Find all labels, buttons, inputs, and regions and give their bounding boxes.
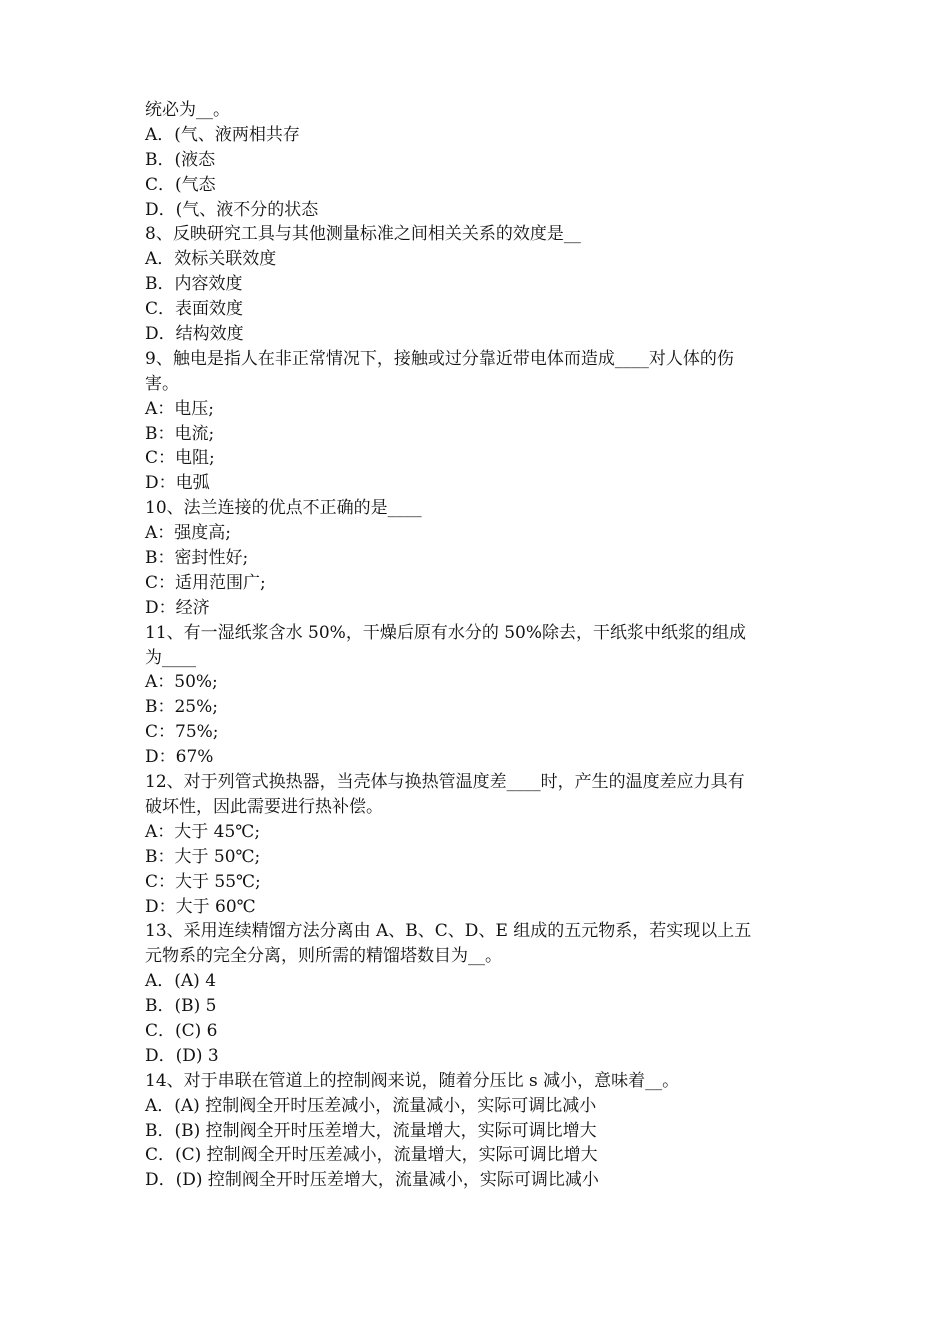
question-9-continued: 害。: [145, 373, 179, 394]
option-line: A：电压;: [145, 398, 215, 419]
option-line: B．(B) 5: [145, 996, 217, 1017]
option-line: D．(气、液不分的状态: [145, 199, 319, 220]
option-line: D：经济: [145, 597, 210, 618]
question-13-continued: 元物系的完全分离，则所需的精馏塔数目为__。: [145, 946, 502, 967]
question-14: 14、对于串联在管道上的控制阀来说，随着分压比 s 减小，意味着__。: [145, 1070, 680, 1091]
option-line: B：密封性好;: [145, 548, 249, 569]
option-line: B：电流;: [145, 423, 215, 444]
option-line: C．表面效度: [145, 299, 244, 320]
option-line: C：适用范围广;: [145, 572, 266, 593]
option-line: C：75%;: [145, 722, 219, 743]
question-9: 9、触电是指人在非正常情况下，接触或过分靠近带电体而造成____对人体的伤: [145, 348, 734, 369]
option-line: D．结构效度: [145, 324, 244, 345]
question-11-continued: 为____: [145, 647, 196, 668]
option-line: A．(A) 4: [145, 971, 217, 992]
option-line: B：25%;: [145, 697, 219, 718]
option-line: C．(C) 控制阀全开时压差减小，流量增大，实际可调比增大: [145, 1145, 598, 1166]
option-line: D：67%: [145, 747, 214, 768]
option-line: D．(D) 控制阀全开时压差增大，流量减小，实际可调比减小: [145, 1170, 599, 1191]
option-line: C．(气态: [145, 174, 216, 195]
document-page: [145, 98, 815, 1193]
option-line: B：大于 50℃;: [145, 846, 261, 867]
question-13: 13、采用连续精馏方法分离由 A、B、C、D、E 组成的五元物系，若实现以上五: [145, 921, 752, 942]
option-line: B．内容效度: [145, 274, 243, 295]
question-12: 12、对于列管式换热器，当壳体与换热管温度差____时，产生的温度差应力具有: [145, 772, 745, 793]
option-line: C：电阻;: [145, 448, 215, 469]
question-12-continued: 破坏性，因此需要进行热补偿。: [145, 796, 383, 817]
option-line: A．效标关联效度: [145, 249, 277, 270]
text-line: 统必为__。: [145, 100, 230, 120]
option-line: A：50%;: [145, 672, 218, 693]
option-line: A：大于 45℃;: [145, 821, 261, 842]
option-line: A：强度高;: [145, 523, 232, 544]
option-line: D：电弧: [145, 473, 210, 494]
option-line: D：大于 60℃: [145, 896, 256, 917]
option-line: A．(A) 控制阀全开时压差减小，流量减小，实际可调比减小: [145, 1095, 597, 1116]
question-10: 10、法兰连接的优点不正确的是____: [145, 498, 422, 519]
option-line: A．(气、液两相共存: [145, 124, 300, 145]
option-line: C．(C) 6: [145, 1020, 218, 1041]
option-line: C：大于 55℃;: [145, 871, 261, 892]
option-line: D．(D) 3: [145, 1045, 219, 1066]
option-line: B．(B) 控制阀全开时压差增大，流量增大，实际可调比增大: [145, 1120, 597, 1141]
option-line: B．(液态: [145, 149, 216, 170]
question-11: 11、有一湿纸浆含水 50%，干燥后原有水分的 50%除去，干纸浆中纸浆的组成: [145, 622, 747, 643]
question-8: 8、反映研究工具与其他测量标准之间相关关系的效度是__: [145, 224, 581, 245]
